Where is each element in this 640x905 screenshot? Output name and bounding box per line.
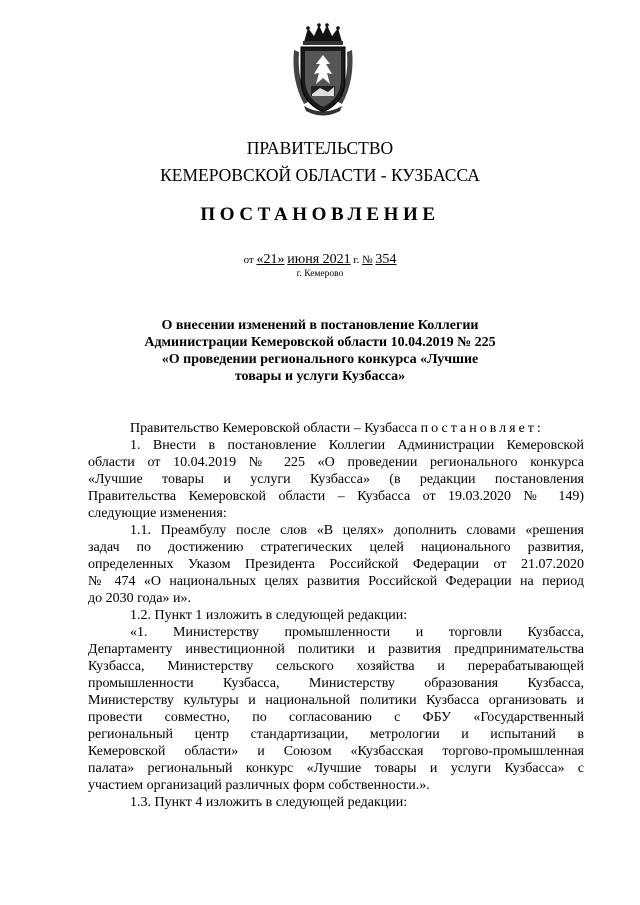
document-number: 354	[375, 252, 397, 267]
body-line: «Лучшие товары и услуги Кузбасса» (в редакции постановления	[88, 472, 584, 487]
date-open-quote: «	[256, 252, 264, 267]
government-title: ПРАВИТЕЛЬСТВО	[246, 138, 394, 158]
body-line: следующие изменения:	[88, 506, 227, 521]
document-subject	[140, 317, 500, 385]
number-sign: №	[362, 254, 373, 266]
date-day: 21	[263, 252, 278, 267]
body-line: промышленности Кузбасса, Министерству образования Кузбасса,	[88, 676, 584, 691]
body-line: региональный центр стандартизации, метрологии и испытаний в	[88, 727, 584, 742]
preamble-text: Правительство Кемеровской области – Кузбасса	[130, 421, 418, 436]
subject-line: Администрации Кемеровской области 10.04.2019 № 225	[144, 335, 496, 350]
body-line: № 474 «О национальных целях развития Российской Федерации на период	[88, 574, 584, 589]
body-line: 1.3. Пункт 4 изложить в следующей редакции:	[130, 795, 408, 810]
date-year-suffix: г.	[353, 254, 360, 266]
issuing-city: г. Кемерово	[296, 269, 344, 279]
date-close-quote: »	[277, 252, 285, 267]
subject-line: товары и услуги Кузбасса»	[234, 369, 406, 384]
document-dateline	[0, 252, 640, 268]
body-line: Министерству культуры и национальной политики Кузбасса организовать и	[88, 693, 584, 708]
preamble-resolves: постановляет:	[420, 421, 544, 436]
body-line: участием организаций различных форм собственности.».	[88, 778, 430, 793]
body-line: 1.2. Пункт 1 изложить в следующей редакции:	[130, 608, 408, 623]
body-line: 1.1. Преамбулу после слов «В целях» дополнить словами «решения	[130, 523, 584, 538]
document-type-heading: ПОСТАНОВЛЕНИЕ	[200, 204, 440, 225]
body-line: Кемеровской области» и Союзом «Кузбасская торгово-промышленная	[88, 744, 584, 759]
date-prefix: от	[243, 254, 254, 266]
preamble-line	[88, 420, 584, 437]
body-line: Правительства Кемеровской области – Кузбасса от 19.03.2020 № 149)	[88, 489, 584, 504]
body-line: Кузбасса, Министерству сельского хозяйства и перерабатывающей	[88, 659, 584, 674]
subject-line: О внесении изменений в постановление Коллегии	[161, 318, 479, 333]
region-title: КЕМЕРОВСКОЙ ОБЛАСТИ - КУЗБАССА	[160, 165, 480, 185]
date-month-year: июня 2021	[287, 252, 351, 267]
document-body	[88, 420, 584, 811]
body-line: определенных Указом Президента Российской Федерации от 21.07.2020	[88, 557, 584, 572]
body-line: Департаменту инвестиционной политики и развития предпринимательства	[88, 642, 584, 657]
body-line: «1. Министерству промышленности и торговли Кузбасса,	[130, 625, 584, 640]
subject-line: «О проведении регионального конкурса «Лучшие	[161, 352, 479, 367]
body-line: до 2030 года» и».	[88, 591, 191, 606]
body-line: 1. Внести в постановление Коллегии Администрации Кемеровской	[130, 438, 584, 453]
body-line: провести совместно, по согласованию с ФБУ «Государственный	[88, 710, 584, 725]
body-line: задач по достижению стратегических целей национального развития,	[88, 540, 584, 555]
body-line: палата» региональный конкурс «Лучшие товары и услуги Кузбасса» с	[88, 761, 584, 776]
body-line: области от 10.04.2019 № 225 «О проведении регионального конкурса	[88, 455, 584, 470]
kuzbass-coat-of-arms-icon	[290, 22, 356, 117]
